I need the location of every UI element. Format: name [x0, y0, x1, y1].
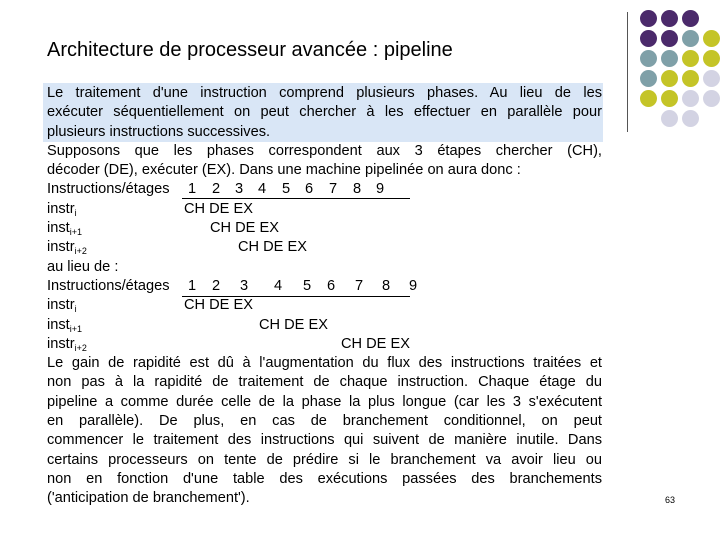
intro-line: plusieurs instructions successives. — [47, 123, 271, 140]
pipeline-row — [47, 200, 602, 219]
dot — [682, 30, 699, 47]
row-phases: CH DE EX — [259, 316, 328, 333]
stage-number: 1 — [188, 181, 197, 198]
conclusion-line: non pas à la rapidité de traitement de chaque instruction. Chaque étage du — [47, 374, 602, 391]
dot — [661, 110, 678, 127]
suppose-line: décoder (DE), exécuter (EX). Dans une machine pipelinée on aura donc : — [47, 162, 521, 179]
page-number: 63 — [665, 495, 676, 505]
dot — [703, 90, 720, 107]
instead-of-label: au lieu de : — [47, 258, 119, 275]
row-label: instr$_{i+2}$ — [47, 335, 87, 353]
row-phases: CH DE EX — [238, 239, 307, 256]
slide-title: Architecture de processeur avancée : pipeline — [47, 39, 453, 61]
conclusion-line: commencer le traitement des instructions qui suivent de manière inutile. Dans — [47, 432, 602, 449]
dot — [682, 90, 699, 107]
stage-number: 8 — [353, 181, 362, 198]
dot — [640, 30, 657, 47]
row-label: inst$_{i+1}$ — [47, 220, 82, 238]
row-phases: CH DE EX — [210, 220, 279, 237]
stage-number: 9 — [409, 277, 418, 294]
stage-number: 1 — [188, 277, 197, 294]
dot — [703, 30, 720, 47]
stage-number: 8 — [382, 277, 391, 294]
stage-number: 4 — [274, 277, 283, 294]
row-phases: CH DE EX — [341, 335, 410, 352]
table-header-underline — [182, 198, 410, 199]
dot — [661, 50, 678, 67]
dot — [661, 10, 678, 27]
conclusion-line: Le gain de rapidité est dû à l'augmentation du flux des instructions traitées et — [47, 355, 602, 372]
dot — [640, 50, 657, 67]
vertical-divider — [627, 12, 628, 132]
stage-number: 3 — [240, 277, 249, 294]
dot — [682, 10, 699, 27]
stage-number: 7 — [355, 277, 364, 294]
dot — [703, 70, 720, 87]
stage-number: 3 — [235, 181, 244, 198]
sequential-row — [47, 296, 602, 315]
sequential-row — [47, 335, 602, 354]
table-header-label: Instructions/étages — [47, 277, 170, 294]
row-label: instr$_i$ — [47, 297, 77, 315]
pipeline-row — [47, 238, 602, 257]
intro-line: Le traitement d'une instruction comprend plusieurs phases. Au lieu de les — [47, 85, 602, 101]
row-label: instr$_{i+2}$ — [47, 239, 87, 257]
stage-number: 2 — [212, 181, 221, 198]
dot — [661, 70, 678, 87]
dot — [682, 70, 699, 87]
row-label: inst$_{i+1}$ — [47, 316, 82, 334]
sequential-header-row — [47, 277, 602, 296]
stage-number: 4 — [258, 181, 267, 198]
conclusion-line: certains processeurs on tente de prédire si le branchement va avoir lieu ou — [47, 451, 602, 468]
conclusion-line: non en fonction d'une table des exécutions passées des branchements — [47, 470, 602, 487]
dot — [703, 50, 720, 67]
stage-number: 5 — [303, 277, 312, 294]
dot — [640, 70, 657, 87]
dot — [682, 50, 699, 67]
stage-number: 7 — [329, 181, 338, 198]
dot — [661, 30, 678, 47]
row-phases: CH DE EX — [184, 297, 253, 314]
stage-number: 6 — [327, 277, 336, 294]
pipeline-row — [47, 219, 602, 238]
suppose-line: Supposons que les phases correspondent aux 3 étapes chercher (CH), — [47, 142, 602, 159]
conclusion-line: en parallèle). De plus, en cas de branchement conditionnel, on peut — [47, 413, 602, 430]
stage-number: 6 — [305, 181, 314, 198]
row-phases: CH DE EX — [184, 200, 253, 217]
sequential-row — [47, 316, 602, 335]
stage-number: 9 — [376, 181, 385, 198]
stage-number: 2 — [212, 277, 221, 294]
dot — [682, 110, 699, 127]
dot — [661, 90, 678, 107]
conclusion-line: ('anticipation de branchement'). — [47, 490, 250, 507]
pipeline-header-row — [47, 180, 602, 199]
row-label: instr$_i$ — [47, 200, 77, 218]
intro-line: exécuter séquentiellement on peut chercher à les effectuer en parallèle pour — [47, 104, 602, 121]
table-header-label: Instructions/étages — [47, 181, 170, 198]
table-header-underline — [182, 296, 410, 297]
dot — [640, 10, 657, 27]
conclusion-line: pipeline a comme durée celle de la phase la plus longue (car les 3 s'exécutent — [47, 393, 602, 410]
dot — [640, 90, 657, 107]
stage-number: 5 — [282, 181, 291, 198]
